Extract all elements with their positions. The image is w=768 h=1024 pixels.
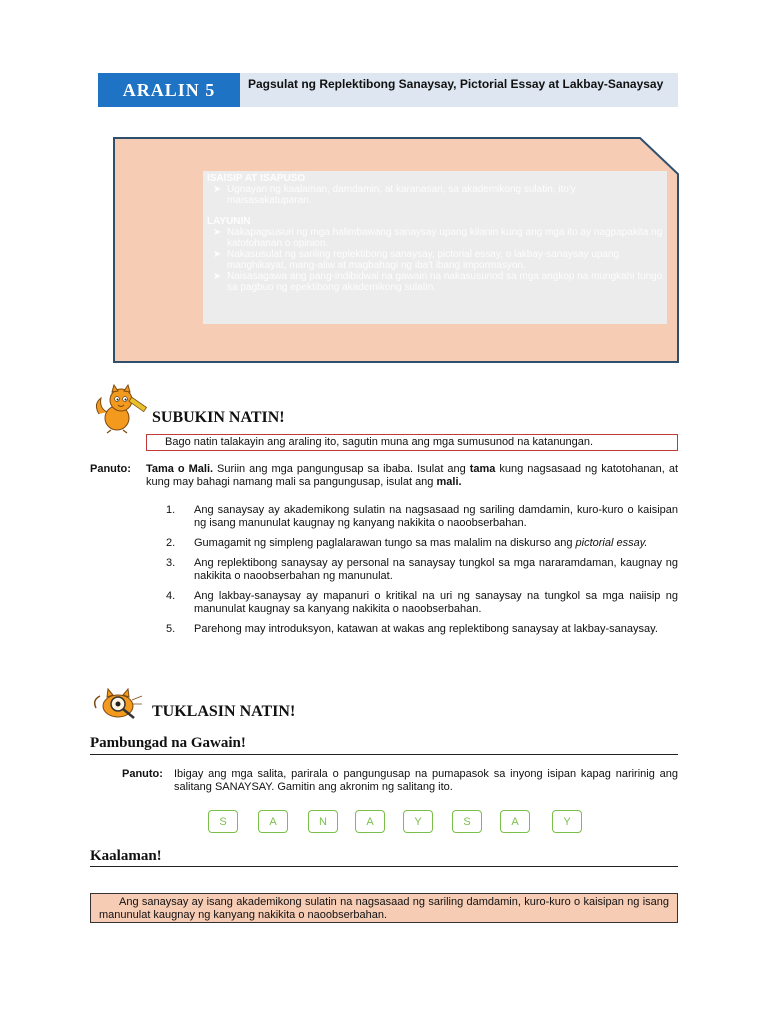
tuklasin-title: TUKLASIN NATIN! [152, 703, 296, 720]
kaalaman-title: Kaalaman! [90, 848, 162, 864]
lesson-title: Pagsulat ng Replektibong Sanaysay, Pictorial Essay at Lakbay-Sanaysay [240, 73, 678, 107]
item-number: 4. [166, 590, 176, 602]
objectives-section2-item: ➤ Naisasagawa ang pang-indibidwal na gawain na nakasusunod sa mga angkop na mungkahi tungo sa pagbuo ng epektibong akademikong sulatin. [227, 271, 663, 293]
item-number: 5. [166, 623, 176, 635]
panuto-label: Panuto: [90, 463, 131, 475]
objectives-panel [203, 171, 667, 324]
definition-text: Ang sanaysay ay isang akademikong sulatin na nagsasaad ng sariling damdamin, kuro-kuro o kaisipan ng isang manunulat kaugnay ng kanyang nakikita o naoobserbahan. [99, 896, 669, 921]
list-item [166, 557, 678, 583]
acronym-letter-box: S [452, 810, 482, 833]
list-item [166, 590, 678, 616]
item-number: 3. [166, 557, 176, 569]
acronym-letter-box: Y [403, 810, 433, 833]
cat-pencil-icon [93, 384, 151, 434]
item-italic: pictorial essay. [575, 537, 648, 549]
subukin-title: SUBUKIN NATIN! [152, 409, 285, 426]
list-item [166, 504, 678, 530]
objectives-section2-item: ➤ Nakapagsusuri ng mga halimbawang sanaysay upang kilanin kung ang mga ito ay nagpapakita ng katotohanan o opinion. [227, 227, 663, 249]
panuto-text: kung nagsasaad ng katotohanan, at kung may bahagi namang mali sa pangungusap, isulat ang [146, 463, 679, 488]
item-text: Gumagamit ng simpleng paglalarawan tungo sa mas malalim na diskurso ang [194, 537, 576, 549]
subukin-intro-box: Bago natin talakayin ang araling ito, sagutin muna ang mga sumusunod na katanungan. [146, 434, 678, 451]
objectives-section2-title: LAYUNIN [207, 216, 251, 227]
lesson-label: ARALIN 5 [98, 73, 240, 107]
panuto-text: Ibigay ang mga salita, parirala o pangungusap na pumapasok sa inyong isipan kapag naririnig ang salitang SANAYSAY. Gamitin ang akronim ng salitang ito. [174, 768, 678, 793]
acronym-letter-box: S [208, 810, 238, 833]
subukin-instructions [90, 463, 678, 489]
acronym-letter-box: A [500, 810, 530, 833]
panuto-tama: tama [469, 463, 496, 475]
panuto-mali: mali. [436, 476, 462, 488]
tuklasin-instructions [122, 768, 678, 794]
item-text: Ang replektibong sanaysay ay personal na sanaysay tungkol sa mga nararamdaman, kaugnay ng nakikita o naoobserbahan ng manunulat. [194, 557, 678, 582]
panuto-bold: Tama o Mali. [146, 463, 214, 475]
divider [90, 754, 678, 755]
item-text: Ang lakbay-sanaysay ay mapanuri o kritikal na uri ng sanaysay na tungkol sa mga naiisip ng manunulat kaugnay sa kanyang nakikita o naoobserbahan. [194, 590, 678, 615]
acronym-letter-box: A [258, 810, 288, 833]
acronym-letter-box: N [308, 810, 338, 833]
divider [90, 866, 678, 867]
item-number: 1. [166, 504, 176, 516]
item-text: Parehong may introduksyon, katawan at wakas ang replektibong sanaysay at lakbay-sanaysay. [194, 623, 658, 635]
objectives-section1-item: ➤ Ugnayan ng kaalaman, damdamin, at karanasan, sa akademikong sulatin, ito'y maisasakatuparan. [227, 184, 663, 206]
list-item [166, 623, 678, 636]
objectives-section1-title: ISAISIP AT ISAPUSO [207, 173, 306, 184]
question-list [166, 504, 678, 643]
acronym-letter-box: Y [552, 810, 582, 833]
objectives-section2-item: ➤ Nakasusulat ng sariling replektibong sanaysay, pictorial essay, o lakbay-sanaysay upang manghikayat, mang-aliw at magbahagi ng iba't ibang impormasyon. [227, 249, 663, 271]
acronym-letter-box: A [355, 810, 385, 833]
item-text: Ang sanaysay ay akademikong sulatin na nagsasaad ng sariling damdamin, kuro-kuro o kaisipan ng isang manunulat kaugnay ng kanyang nakikita o naoobserbahan. [194, 504, 678, 529]
panuto-label: Panuto: [122, 768, 163, 780]
item-number: 2. [166, 537, 176, 549]
pambungad-title: Pambungad na Gawain! [90, 735, 246, 751]
panuto-text: Suriin ang mga pangungusap sa ibaba. Isulat ang [213, 463, 470, 475]
list-item [166, 537, 678, 550]
cat-magnifier-icon [92, 684, 144, 724]
definition-box [90, 893, 678, 923]
